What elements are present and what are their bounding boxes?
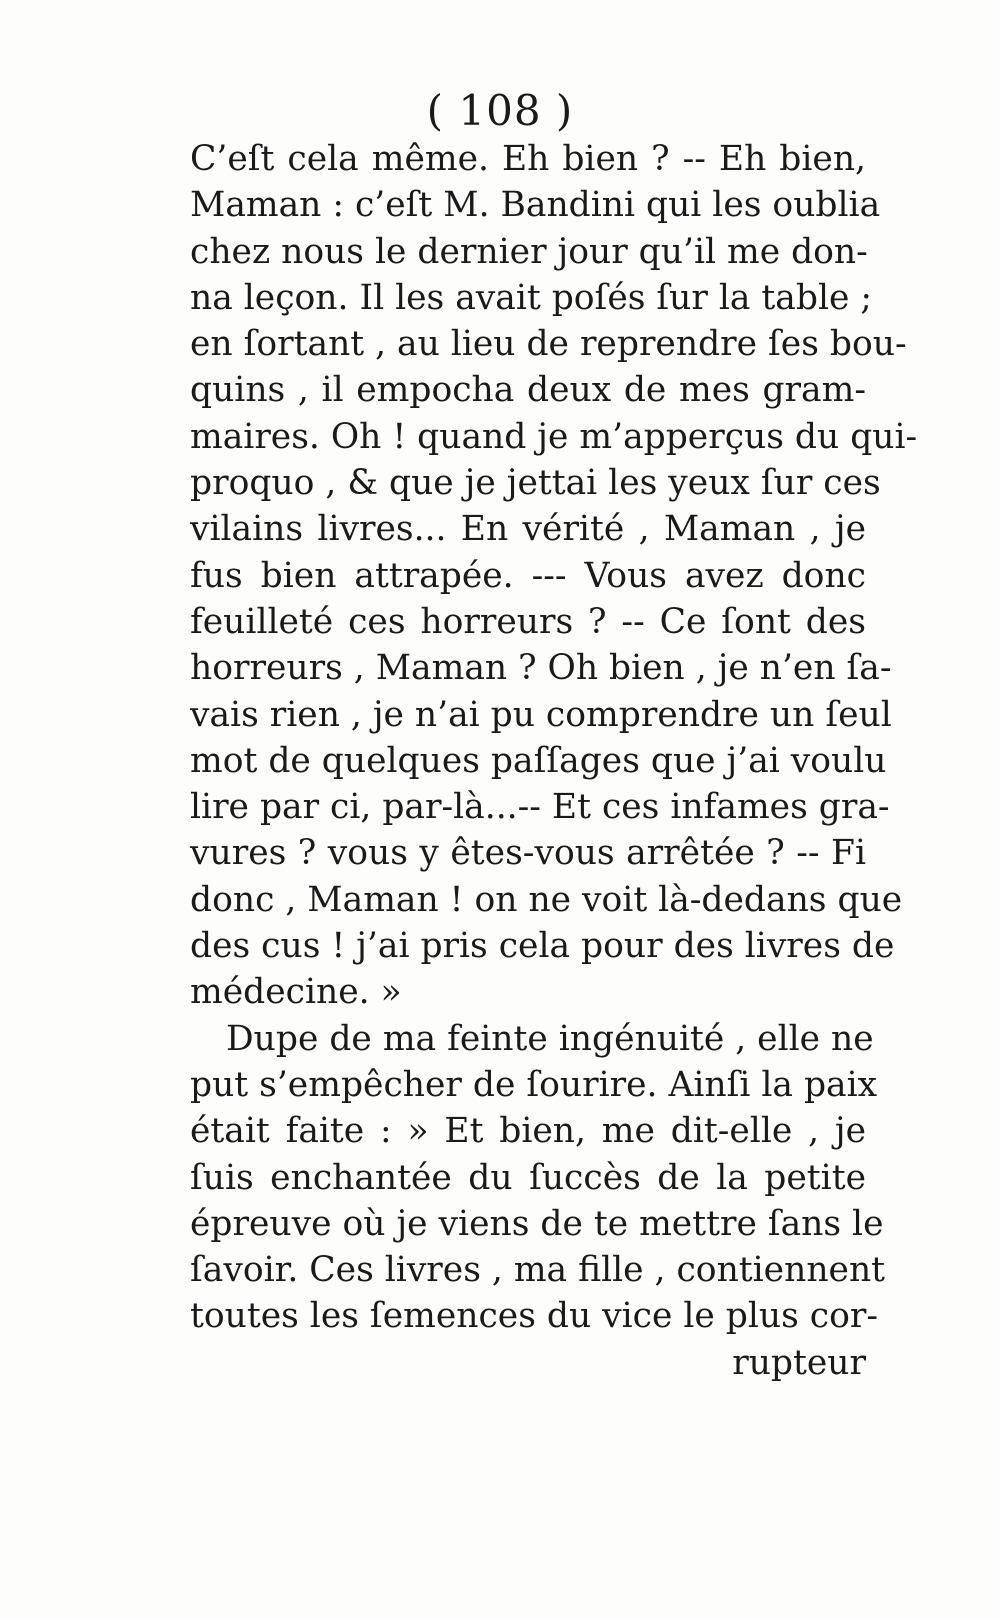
text-line: maires. Oh ! quand je m’apperçus du qui- <box>190 416 918 457</box>
text-line: vilains livres... En vérité , Maman , je <box>190 509 866 550</box>
body-text <box>190 136 918 1386</box>
text-line: toutes les ſemences du vice le plus cor- <box>190 1296 879 1337</box>
text-line-paragraph-end: médecine. » <box>190 972 402 1013</box>
catchword: rupteur <box>732 1342 866 1383</box>
page-number: ( 108 ) <box>426 86 574 135</box>
text-line-paragraph-start: Dupe de ma feinte ingénuité , elle ne <box>226 1018 874 1059</box>
text-line: épreuve où je viens de te mettre ſans le <box>190 1203 884 1244</box>
text-line: fus bien attrapée. --- Vous avez donc <box>190 555 866 596</box>
text-line: chez nous le dernier jour qu’il me don- <box>190 231 868 272</box>
text-line: lire par ci, par-là...-- Et ces infames gra- <box>190 787 890 828</box>
text-line: vais rien , je n’ai pu comprendre un ſeul <box>190 694 892 735</box>
text-line: ſuis enchantée du ſuccès de la petite <box>190 1157 866 1198</box>
text-line: ſavoir. Ces livres , ma fille , contiennent <box>190 1250 886 1291</box>
text-line: na leçon. Il les avait poſés ſur la table ; <box>190 277 872 318</box>
text-line: vures ? vous y êtes-vous arrêtée ? -- Fi <box>190 833 866 874</box>
text-line: donc , Maman ! on ne voit là-dedans que <box>190 879 903 920</box>
text-line: mot de quelques paſſages que j’ai voulu <box>190 740 887 781</box>
text-line: proquo , & que je jettai les yeux ſur ces <box>190 463 881 504</box>
text-line: quins , il empocha deux de mes gram- <box>190 370 866 411</box>
text-line: horreurs , Maman ? Oh bien , je n’en ſa- <box>190 648 892 689</box>
text-line: en ſortant , au lieu de reprendre ſes bou- <box>190 324 907 365</box>
text-line: Maman : c’eſt M. Bandini qui les oublia <box>190 185 881 226</box>
text-line: feuilleté ces horreurs ? -- Ce ſont des <box>190 601 866 642</box>
text-line: C’eſt cela même. Eh bien ? -- Eh bien, <box>190 139 866 179</box>
text-line: des cus ! j’ai pris cela pour des livres de <box>190 926 895 967</box>
text-line: était faite : » Et bien, me dit-elle , je <box>190 1111 866 1152</box>
text-line: put s’empêcher de ſourire. Ainſi la paix <box>190 1064 878 1105</box>
